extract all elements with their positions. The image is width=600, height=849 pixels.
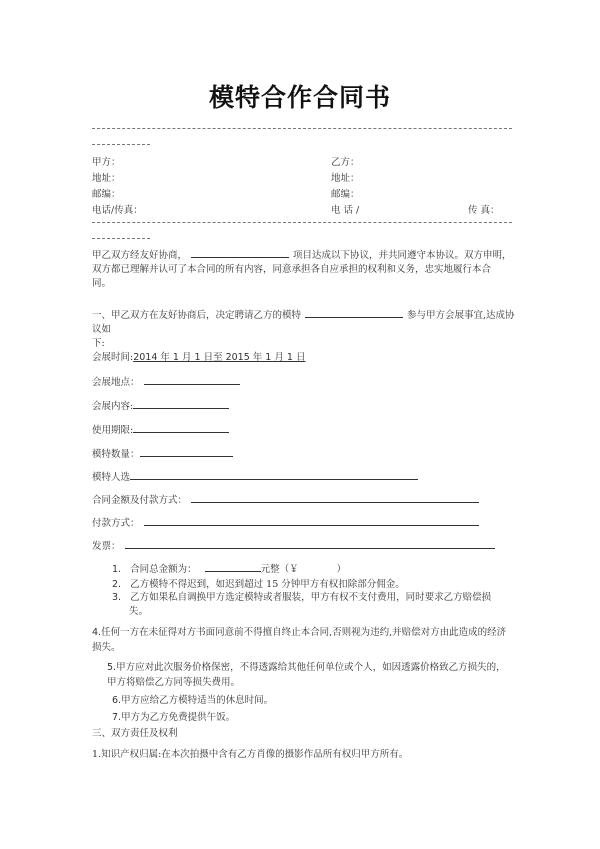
model-blank [305,308,403,318]
amount-field: 合同金额及付款方式： [92,492,479,506]
page-title: 模特合作合同书 [208,83,391,112]
term-1: 1. 合同总金额为： 元整（￥ ） [112,564,347,575]
section-3-item-1: 1.知识产权归属:在本次拍摄中含有乙方肖像的摄影作品所有权归甲方所有。 [92,749,409,760]
content-field: 会展内容: [92,398,229,412]
period-field: 会展时间:2014 年 1 月 1 日至 2015 年 1 月 1 日 [92,352,306,363]
payment-field: 付款方式： [92,515,479,529]
section-3-title: 三、双方责任及权利 [92,728,178,739]
party-b-tel: 电 话 / [331,205,360,216]
count-field: 模特数量： [92,446,233,460]
candidates-field: 模特人选 [92,469,418,483]
period-value: 2014 年 1 月 1 日至 2015 年 1 月 1 日 [133,352,306,363]
term-6: 6.甲方应给乙方模特适当的休息时间。 [112,695,274,706]
party-a-zip: 邮编： [92,189,121,200]
party-a-address: 地址： [92,173,121,184]
party-b-fax: 传 真： [468,205,500,216]
divider [92,144,150,145]
term-2: 2. 乙方模特不得迟到，如迟到超过 15 分钟甲方有权扣除部分佣金。 [112,579,405,590]
divider [92,238,150,239]
project-blank [191,248,289,258]
term-7: 7.甲方为乙方免费提供午饭。 [112,712,236,723]
divider [92,128,512,129]
party-a-label: 甲方： [92,157,121,168]
term-3: 3. 乙方如果私自调换甲方选定模特或者服装，甲方有权不支付费用，同时要求乙方赔偿损 失。 [112,592,492,617]
term-5: 5.甲方应对此次服务价格保密，不得透露给其他任何单位或个人，如因透露价格致乙方损失的， 甲方将赔偿乙方同等损失费用。 [107,662,506,688]
term-4: 4.任何一方在未征得对方书面同意前不得擅自终止本合同,否则视为违约,并赔偿对方由此造成的经济 损失。 [92,627,507,653]
section-1-paragraph: 一、甲乙双方在友好协商后，决定聘请乙方的模特 参与甲方会展事宜,达成协议如 下: [92,310,515,349]
duration-field: 使用期限: [92,422,229,436]
party-b-address: 地址： [331,173,360,184]
intro-paragraph: 甲乙双方经友好协商， 项目达成以下协议，并共同遵守本协议。双方申明， 双方都已理解并认可了本合同的所有内容，同意承担各自应承担的权利和义务，忠实地履行本合 同。 [92,250,512,289]
party-a-tel: 电话/传真： [92,205,143,216]
divider [92,222,512,223]
party-b-label: 乙方： [331,157,360,168]
location-field: 会展地点： [92,374,240,388]
invoice-field: 发票： [92,538,495,552]
party-b-zip: 邮编： [331,189,360,200]
